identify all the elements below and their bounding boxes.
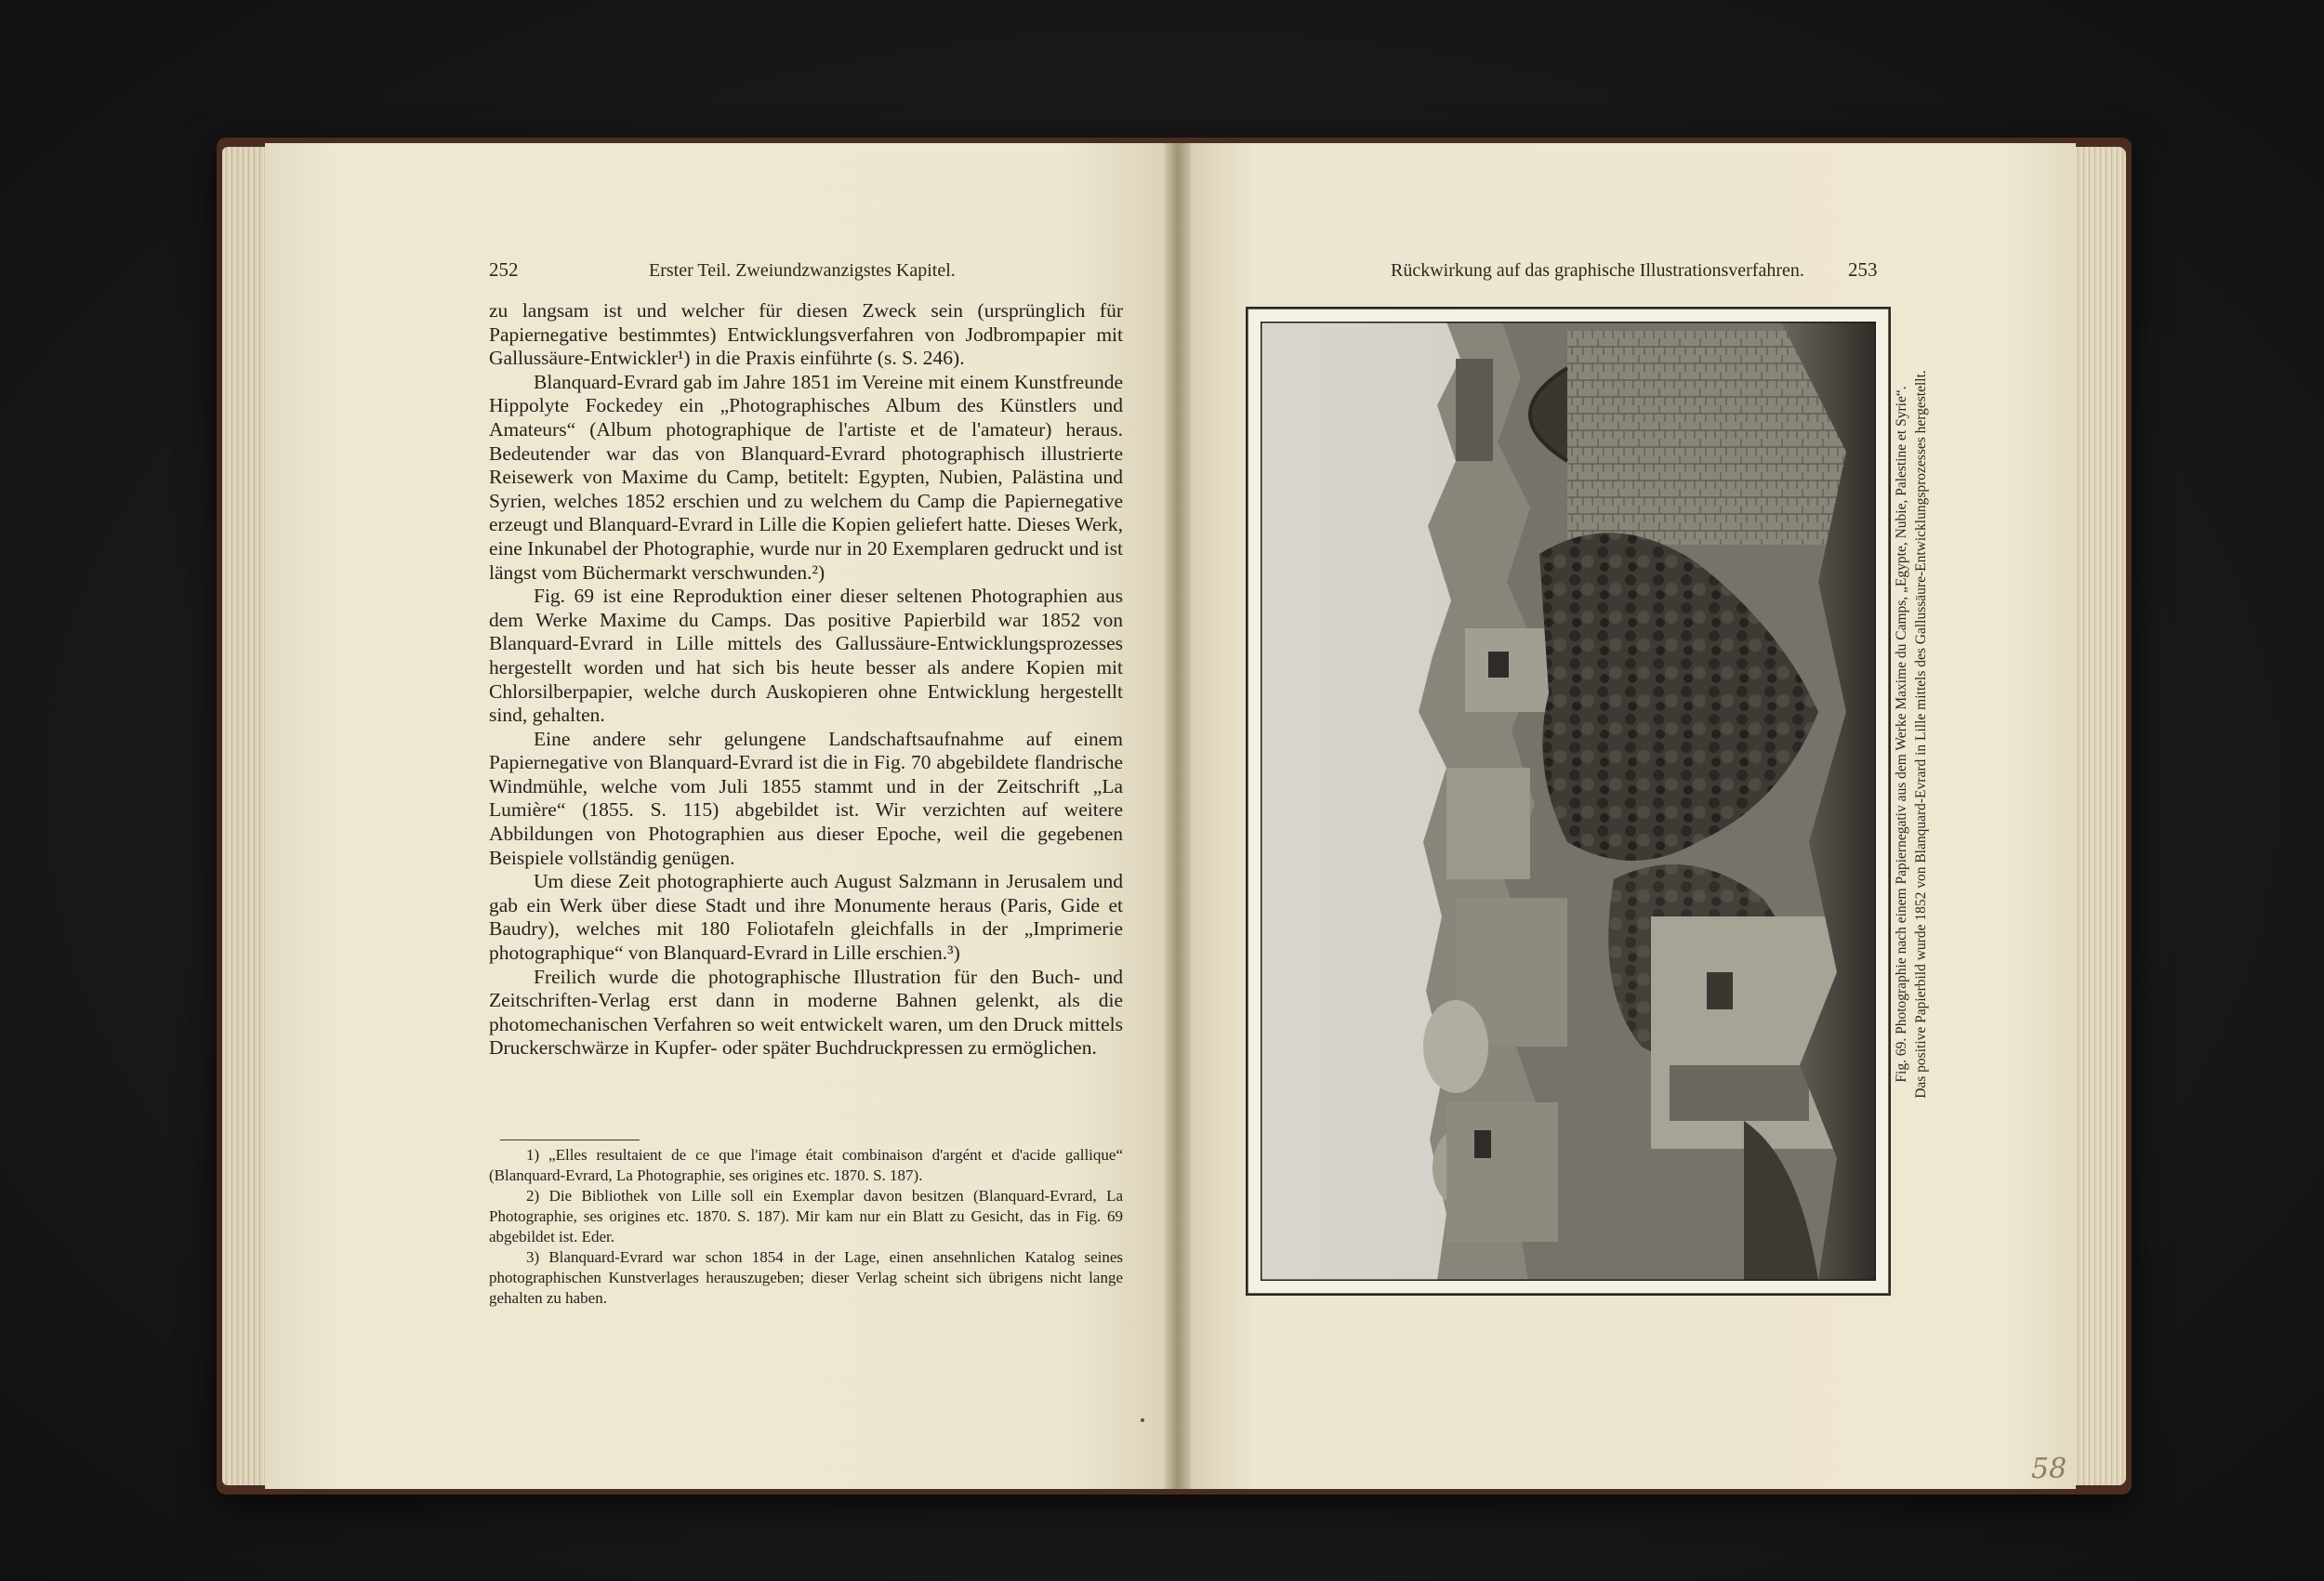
pencil-annotation: 58	[2031, 1453, 2067, 1485]
footnote: 3) Blanquard-Evrard war schon 1854 in der Lage, einen ansehnlichen Katalog seines photographischen Kunstverlages herauszugeben; dieser Verlag scheint sich übrigens nicht lange gehalten zu haben.	[489, 1248, 1123, 1307]
figure-caption	[1892, 279, 1931, 1190]
left-page-number: 252	[489, 258, 519, 281]
footnote: 2) Die Bibliothek von Lille soll ein Exemplar davon besitzen (Blanquard-Evrard, La Photographie, ses origines etc. 1870. S. 187). Mir kam nur ein Blatt zu Gesicht, das in Fig. 69 abgebildet ist. Eder.	[489, 1187, 1123, 1245]
right-page-number: 253	[1848, 258, 1878, 281]
left-page-body	[489, 299, 1123, 1061]
paragraph: Fig. 69 ist eine Reproduktion einer dieser seltenen Photographien aus dem Werke Maxime du Camps. Das positive Papierbild war 1852 von Blanquard-Evrard in Lille mittels des Gallussäure-Entwicklungsprozesses hergestellt worden und hat sich bis heute besser als andere Kopien mit Chlorsilberpapier, welche durch Auskopieren ohne Entwicklung hergestellt sind, gehalten.	[489, 585, 1123, 727]
left-running-head: Erster Teil. Zweiundzwanzigstes Kapitel.	[649, 260, 956, 281]
paragraph: Eine andere sehr gelungene Landschaftsaufnahme auf einem Papiernegative von Blanquard-Evrard ist die in Fig. 70 abgebildete flandrische Windmühle, welche vom Juli 1855 stammt und in der Zeitschrift „La Lumière“ (1855. S. 115) abgebildet ist. Wir verzichten auf weitere Abbildungen von Photographien aus dieser Epoche, weil die gegebenen Beispiele vollständig genügen.	[489, 727, 1123, 869]
ink-speck	[1141, 1418, 1144, 1422]
paragraph: Blanquard-Evrard gab im Jahre 1851 im Vereine mit einem Kunstfreunde Hippolyte Fockedey ein „Photographisches Album des Künstlers und Amateurs“ (Album photographique de l'artiste et de l'amateur) heraus. Bedeutender war das von Blanquard-Evrard photographisch illustrierte Reisewerk von Maxime du Camp, betitelt: Egypten, Nubien, Palästina und Syrien, welches 1852 erschien und zu welchem du Camp die Papiernegative erzeugt und Blanquard-Evrard in Lille die Kopien geliefert hatte. Dieses Werk, eine Inkunabel der Photographie, wurde nur in 20 Exemplaren gedruckt und ist längst vom Büchermarkt verschwunden.²)	[489, 370, 1123, 584]
book-gutter	[1165, 143, 1191, 1489]
footnotes	[489, 1145, 1123, 1309]
paragraph: zu langsam ist und welcher für diesen Zweck sein (ursprünglich für Papiernegative bestimmtes) Entwicklungsverfahren von Jodbrompapier mit Gallussäure-Entwickler¹) in die Praxis einführte (s. S. 246).	[489, 299, 1123, 370]
photograph-jerusalem-ruins	[1261, 322, 1876, 1281]
paragraph: Um diese Zeit photographierte auch August Salzmann in Jerusalem und gab ein Werk über diese Stadt und ihre Monumente heraus (Paris, Gide et Baudry), welches mit 180 Foliotafeln gleichfalls in der „Imprimerie photographique“ von Blanquard-Evrard in Lille erschien.³)	[489, 870, 1123, 965]
caption-line-1: Fig. 69. Photographie nach einem Papiernegativ aus dem Werke Maxime du Camps, „Egypte, Nubie, Palestine et Syrie“.	[1894, 386, 1909, 1083]
figure-69-photograph	[1246, 307, 1891, 1296]
caption-line-2: Das positive Papierbild wurde 1852 von Blanquard-Evrard in Lille mittels des Gallussäure-Entwicklungsprozesses hergestellt.	[1913, 370, 1929, 1099]
right-page-edges	[2068, 147, 2126, 1485]
footnote: 1) „Elles resultaient de ce que l'image était combinaison d'argént et d'acide gallique“ (Blanquard-Evrard, La Photographie, ses origines etc. 1870. S. 187).	[489, 1146, 1123, 1184]
paragraph: Freilich wurde die photographische Illustration für den Buch- und Zeitschriften-Verlag erst dann in moderne Bahnen gelenkt, als die photomechanischen Verfahren so weit entwickelt waren, um den Druck mittels Druckerschwärze in Kupfer- oder später Buchdruckpressen zu ermöglichen.	[489, 965, 1123, 1060]
right-running-head: Rückwirkung auf das graphische Illustrationsverfahren.	[1391, 260, 1804, 281]
